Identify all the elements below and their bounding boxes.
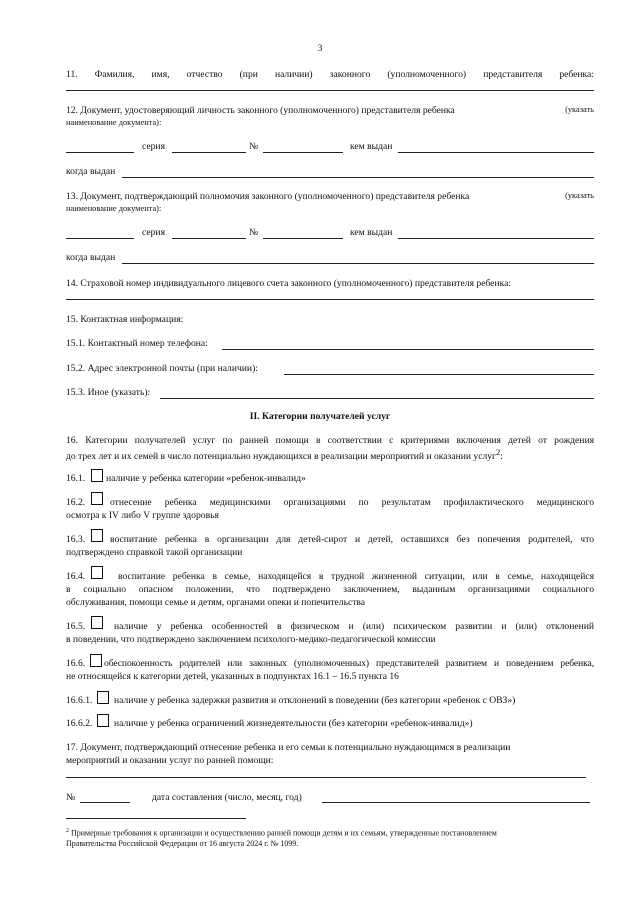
item-12-series-field[interactable] [172, 152, 246, 153]
option-16-3-line1: воспитание ребенка в организации для детей-сирот и детей, оставшихся без попечения родителей, что [110, 534, 594, 545]
item-17-number-field[interactable] [80, 802, 130, 803]
option-16-5-line1: наличие у ребенка особенностей в физическом и (или) психическом развитии и (или) отклонений [114, 621, 594, 632]
section-2-title: II. Категории получателей услуг [249, 411, 391, 422]
item-11-word: (при [239, 69, 258, 80]
option-16-6-2-number: 16.6.2. [66, 718, 93, 729]
item-16-line1: 16. Категории получателей услуг по ранней помощи в соответствии с критериями включения детей от рождения [66, 435, 594, 446]
item-14-field[interactable] [66, 299, 594, 300]
item-13-issued-by-field[interactable] [398, 238, 594, 239]
item-12-issued-by-label: кем выдан [350, 141, 393, 152]
item-12-label [66, 104, 594, 117]
option-16-5-number: 16.5. [66, 621, 86, 632]
item-15-1-label: 15.1. Контактный номер телефона: [66, 338, 208, 349]
option-16-1-checkbox[interactable] [91, 469, 103, 482]
item-17-document-field[interactable] [66, 777, 586, 778]
item-11-word: ребенка: [559, 69, 594, 80]
item-13-issued-when-field[interactable] [122, 263, 594, 264]
item-14-label: 14. Страховой номер индивидуального лицевого счета законного (уполномоченного) представителя ребенка: [66, 278, 512, 289]
item-11-word: Фамилия, [94, 69, 135, 80]
item-12-issued-when-label: когда выдан [66, 166, 116, 177]
footnote-separator [66, 818, 246, 819]
item-13-line1: 13. Документ, подтверждающий полномочия законного (уполномоченного) представителя ребенка [66, 191, 470, 202]
item-11-word: отчество [186, 69, 223, 80]
footnote-line1 [66, 826, 594, 839]
item-17-line2: мероприятий и оказании услуг по ранней помощи: [66, 755, 274, 766]
item-13-issued-when-label: когда выдан [66, 252, 116, 263]
item-12-number-label: № [249, 141, 259, 152]
item-12-line2: наименование документа): [66, 118, 162, 127]
item-13-line2: наименование документа): [66, 204, 162, 213]
item-12-issued-when-field[interactable] [122, 177, 594, 178]
option-16-2-line2: осмотра к IV либо V группе здоровья [66, 510, 219, 521]
option-16-3-line2: подтверждено справкой такой организации [66, 547, 243, 558]
option-16-4-line1: воспитание ребенка в семье, находящейся в трудной жизненной ситуации, или в семье, находящейся [118, 571, 594, 582]
item-13-label [66, 190, 594, 203]
option-16-6-2-checkbox[interactable] [97, 714, 109, 727]
option-16-6-1-text: наличие у ребенка задержки развития и отклонений в поведении (без категории «ребенок с ОВЗ») [114, 695, 516, 706]
option-16-6-2-text: наличие у ребенка ограничений жизнедеятельности (без категории «ребенок-инвалид») [114, 718, 473, 729]
email-field[interactable] [284, 374, 594, 375]
item-12-series-label: серия [142, 141, 165, 152]
item-16-line2 [66, 447, 503, 463]
item-17-date-field[interactable] [322, 802, 590, 803]
item-15-3-label: 15.3. Иное (указать): [66, 387, 151, 398]
item-17-date-label: дата составления (число, месяц, год) [152, 792, 302, 803]
option-16-4-checkbox[interactable] [91, 566, 103, 579]
item-11-field[interactable] [66, 90, 594, 91]
item-11-number: 11. [66, 69, 78, 80]
option-16-1-number: 16.1. [66, 473, 86, 484]
item-13-number-field[interactable] [263, 238, 343, 239]
item-17-line1: 17. Документ, подтверждающий отнесение ребенка и его семьи к потенциально нуждающимся в реализации [66, 742, 511, 753]
item-13-issued-by-label: кем выдан [350, 227, 393, 238]
footnote-ref: 2 [495, 448, 501, 457]
item-12-issued-by-field[interactable] [398, 152, 594, 153]
item-11-word: имя, [151, 69, 170, 80]
item-11-label [66, 68, 594, 81]
footnote-text-line1: Примерные требования к организации и осуществлению ранней помощи детям и их семьям, утвержденные постановлением [71, 828, 497, 838]
option-16-1-text: наличие у ребенка категории «ребенок-инвалид» [106, 473, 306, 484]
page-number: 3 [317, 43, 323, 54]
item-11-word: наличии) [274, 69, 313, 80]
option-16-6-1-checkbox[interactable] [97, 691, 109, 704]
option-16-4-number: 16.4. [66, 571, 86, 582]
footnote-line2: Правительства Российской Федерации от 16 августа 2024 г. № 1099. [66, 839, 299, 848]
item-12-line1-tail: (указать [565, 105, 594, 114]
footnote-mark: 2 [66, 828, 69, 834]
option-16-6-checkbox[interactable] [90, 654, 102, 667]
option-16-6-1-number: 16.6.1. [66, 695, 93, 706]
item-13-number-label: № [249, 227, 259, 238]
item-13-series-label: серия [142, 227, 165, 238]
item-11-word: представителя [483, 69, 543, 80]
item-13-line1-tail: (указать [565, 191, 594, 200]
option-16-4-line3: обслуживания, помощи семье и детям, органами опеки и попечительства [66, 597, 366, 608]
item-13-doc-name-field[interactable] [66, 238, 134, 239]
item-16-line2-text: до трех лет и их семей в число потенциально нуждающихся в реализации мероприятий и оказании услуг [66, 451, 496, 463]
item-11-word: законного [329, 69, 371, 80]
option-16-6-number: 16.6. [66, 658, 86, 669]
option-16-2-number: 16.2. [66, 497, 86, 508]
option-16-2-checkbox[interactable] [91, 492, 103, 505]
item-11-word: (уполномоченного) [387, 69, 467, 80]
item-12-line1: 12. Документ, удостоверяющий личность законного (уполномоченного) представителя ребенка [66, 105, 455, 116]
option-16-6-line1: обеспокоенность родителей или законных (уполномоченных) представителей развитием и поведением ребенка, [104, 658, 594, 669]
phone-field[interactable] [222, 349, 594, 350]
option-16-3-checkbox[interactable] [91, 529, 103, 542]
option-16-4-line2: в социально опасном положении, что подтверждено заключением, выданным организациями социального [66, 584, 594, 595]
option-16-5-line2: в поведении, что подтверждено заключением психолого-медико-педагогической комиссии [66, 634, 436, 645]
item-16-line2-end: : [500, 451, 503, 463]
item-17-number-label: № [66, 792, 76, 803]
item-15-heading: 15. Контактная информация: [66, 314, 184, 325]
option-16-3-number: 16.3. [66, 534, 86, 545]
item-15-2-label: 15.2. Адрес электронной почты (при наличии): [66, 363, 258, 374]
item-13-series-field[interactable] [172, 238, 246, 239]
other-contact-field[interactable] [160, 398, 594, 399]
item-12-number-field[interactable] [263, 152, 343, 153]
option-16-2-line1: отнесение ребенка медицинскими организациями по результатам профилактического медицинского [110, 497, 594, 508]
option-16-5-checkbox[interactable] [91, 616, 103, 629]
item-12-doc-name-field[interactable] [66, 152, 134, 153]
option-16-6-line2: не относящейся к категории детей, указанных в подпунктах 16.1 – 16.5 пункта 16 [66, 671, 399, 682]
